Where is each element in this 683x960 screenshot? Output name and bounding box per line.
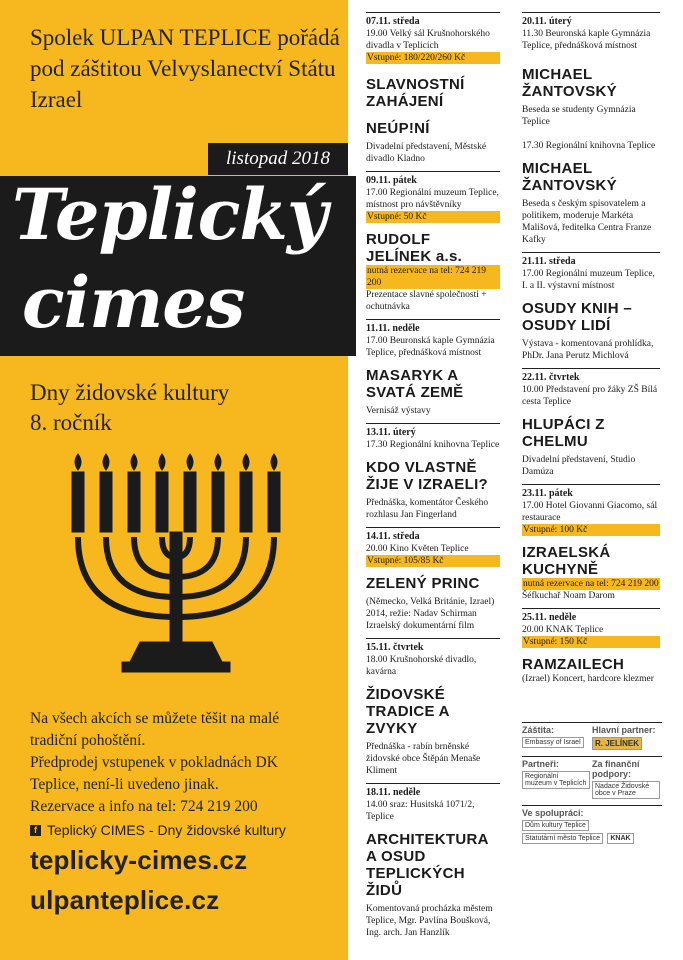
event-date: 21.11. středa xyxy=(522,252,660,268)
event xyxy=(522,160,660,246)
event-meta: 11.30 Beuronská kaple Gymnázia Teplice, přednášková místnost xyxy=(522,29,651,51)
event-name: RAMZAILECH xyxy=(522,656,625,673)
event-desc: Divadelní představení, Studio Damúza xyxy=(522,455,636,477)
event-desc: Přednáška, komentátor Českého rozhlasu Jan Fingerland xyxy=(366,498,489,520)
event-price: Vstupné: 105/85 Kč xyxy=(366,555,500,567)
museum-logo: Regionální muzeum v Teplicích xyxy=(522,771,590,789)
dk-logo: Dům kultury Teplice xyxy=(522,820,589,831)
subtitle-line1: Dny židovské kultury xyxy=(30,380,230,405)
events-column-1 xyxy=(366,12,500,945)
event-name: ŽIDOVSKÉ TRADICE A ZVYKY xyxy=(366,686,450,737)
patronage xyxy=(522,723,592,750)
subtitle xyxy=(30,378,229,438)
event-meta: 14.00 sraz: Husitská 1071/2, Teplice xyxy=(366,800,475,822)
event-meta: 20.00 Kino Květen Teplice xyxy=(366,544,469,554)
event-date: 18.11. neděle xyxy=(366,783,500,799)
event-date: 15.11. čtvrtek xyxy=(366,638,500,654)
event-meta: 17.00 Beuronská kaple Gymnázia Teplice, přednášková místnost xyxy=(366,336,495,358)
event xyxy=(366,783,500,939)
event-meta: 18.00 Krušnohorské divadlo, kavárna xyxy=(366,655,477,677)
event-desc: Šéfkuchař Noam Darom xyxy=(522,591,615,601)
event-desc: Divadelní představení, Městské divadlo Kladno xyxy=(366,142,487,164)
event xyxy=(522,12,660,152)
event-date: 11.11. neděle xyxy=(366,319,500,335)
event-date: 25.11. neděle xyxy=(522,608,660,624)
event-name: KDO VLASTNĚ ŽIJE V IZRAELI? xyxy=(366,459,489,493)
event xyxy=(522,368,660,478)
event-date: 14.11. středa xyxy=(366,527,500,543)
event-meta: 17.30 Regionální knihovna Teplice xyxy=(366,440,500,450)
events-column-2 xyxy=(522,12,660,691)
sponsors-block xyxy=(522,722,662,844)
event xyxy=(366,171,500,313)
event-meta: 10.00 Představení pro žáky ZŠ Bílá cesta Teplice xyxy=(522,385,658,407)
organizer-text: Spolek ULPAN TEPLICE pořádá pod záštitou Velvyslanectví Státu Izrael xyxy=(30,25,340,112)
subtitle-line2: 8. ročník xyxy=(30,410,112,435)
event-price: Vstupné: 100 Kč xyxy=(522,524,660,536)
event-reservation: nutná rezervace na tel: 724 219 200 xyxy=(523,579,659,589)
event-price: Vstupné: 150 Kč xyxy=(522,636,660,648)
jelinek-logo: R. JELÍNEK xyxy=(592,737,642,750)
event-name: SLAVNOSTNÍ ZAHÁJENÍ xyxy=(366,76,465,110)
cooperation-label: Ve spolupráci: xyxy=(522,808,584,818)
event-desc: Prezentace slavné společnosti + ochutnávka xyxy=(366,290,487,312)
patronage-label: Záštita: xyxy=(522,725,555,735)
event xyxy=(366,527,500,632)
event xyxy=(522,484,660,602)
main-partner-label: Hlavní partner: xyxy=(592,725,656,735)
event-date: 09.11. pátek xyxy=(366,171,500,187)
financial-support xyxy=(592,757,662,799)
cooperation xyxy=(522,806,662,844)
website-link-cimes[interactable]: teplicky-cimes.cz xyxy=(30,845,248,875)
info-reservation: Rezervace a info na tel: 724 219 200 xyxy=(30,798,258,815)
event xyxy=(366,423,500,521)
title-cimes: cimes xyxy=(22,261,245,344)
knak-logo: KNAK xyxy=(607,833,633,844)
foundation-logo: Nadace Židovské obce v Praze xyxy=(592,781,660,799)
event-name: OSUDY KNIH – OSUDY LIDÍ xyxy=(522,300,633,334)
facebook-label: Teplický CIMES - Dny židovské kultury xyxy=(47,822,286,838)
event-meta: 17.00 Hotel Giovanni Giacomo, sál restaurace xyxy=(522,501,658,523)
event-name: IZRAELSKÁ KUCHYNĚ xyxy=(522,544,611,578)
event-name: MASARYK A SVATÁ ZEMĚ xyxy=(366,367,464,401)
event-meta: 17.00 Regionální muzeum Teplice, místnost pro návštěvníky xyxy=(366,188,499,210)
event-meta: 20.00 KNAK Teplice xyxy=(522,625,604,635)
event-reservation: nutná rezervace na tel: 724 219 200 xyxy=(366,265,500,289)
event-desc: (Německo, Velká Británie, Izrael) 2014, režie: Nadav Schirman Izraelský dokumentární film xyxy=(366,597,495,631)
event-price: Vstupné: 180/220/260 Kč xyxy=(366,52,500,64)
event xyxy=(366,319,500,417)
candles xyxy=(72,472,280,532)
event-date: 20.11. úterý xyxy=(522,12,660,28)
info-refreshments: Na všech akcích se můžete těšit na malé tradiční pohoštění. xyxy=(30,710,280,749)
event xyxy=(366,638,500,777)
website-link-ulpan[interactable]: ulpanteplice.cz xyxy=(30,885,220,915)
event-desc: (Izrael) Koncert, hardcore klezmer xyxy=(522,674,654,684)
event-name: HLUPÁCI Z CHELMU xyxy=(522,416,605,450)
event-name: MICHAEL ŽANTOVSKÝ xyxy=(522,66,617,100)
event-date: 07.11. středa xyxy=(366,12,500,28)
title-teplicky: Teplický xyxy=(12,173,327,256)
event-name: MICHAEL ŽANTOVSKÝ xyxy=(522,160,617,194)
event-meta-2: 17.30 Regionální knihovna Teplice xyxy=(522,141,656,151)
facebook-icon: f xyxy=(30,825,41,836)
event-desc: Výstava - komentovaná prohlídka, PhDr. Jana Perutz Michlová xyxy=(522,339,654,361)
month-label: listopad 2018 xyxy=(208,143,348,175)
event xyxy=(522,252,660,362)
event-name: ARCHITEKTURA A OSUD TEPLICKÝCH ŽIDŮ xyxy=(366,831,489,899)
flames xyxy=(75,454,277,470)
event-meta: 19.00 Velký sál Krušnohorského divadla v Teplicích xyxy=(366,29,490,51)
event-name: ZELENÝ PRINC xyxy=(366,575,480,592)
sponsors-row xyxy=(522,756,662,799)
partners-label: Partneři: xyxy=(522,759,560,769)
sponsors-row xyxy=(522,722,662,750)
main-partner xyxy=(592,723,662,750)
event-name: RUDOLF JELÍNEK a.s. xyxy=(366,231,463,265)
financial-label: Za finanční podpory: xyxy=(592,759,640,779)
menorah-icon xyxy=(60,452,290,677)
event-name: NEÚP!NÍ xyxy=(366,120,430,137)
city-logo: Statutární město Teplice xyxy=(522,833,603,844)
event-desc: Přednáška - rabín brněnské židovské obce Štěpán Menaše Kliment xyxy=(366,742,481,776)
event-desc: Vernisáž výstavy xyxy=(366,406,431,416)
event xyxy=(522,608,660,685)
event-price: Vstupné: 50 Kč xyxy=(366,211,500,223)
event-meta: 17.00 Regionální muzeum Teplice, I. a II. výstavní místnost xyxy=(522,269,655,291)
event-desc: Beseda s českým spisovatelem a politikem, moderuje Markéta Mališová, ředitelka Centra Franze Kafky xyxy=(522,199,652,245)
embassy-logo: Embassy of Israel xyxy=(522,737,584,748)
info-text xyxy=(30,708,330,818)
facebook-link[interactable] xyxy=(30,822,286,838)
event-date: 22.11. čtvrtek xyxy=(522,368,660,384)
sponsors-row xyxy=(522,805,662,844)
info-presale: Předprodej vstupenek v pokladnách DK Teplice, není-li uvedeno jinak. xyxy=(30,754,278,793)
event-desc: Beseda se studenty Gymnázia Teplice xyxy=(522,105,636,127)
event-date: 13.11. úterý xyxy=(366,423,500,439)
event-desc: Komentovaná procházka městem Teplice, Mgr. Pavlína Boušková, Ing. arch. Jan Hanzlík xyxy=(366,904,493,938)
event xyxy=(366,12,500,165)
partners xyxy=(522,757,592,799)
event-date: 23.11. pátek xyxy=(522,484,660,500)
